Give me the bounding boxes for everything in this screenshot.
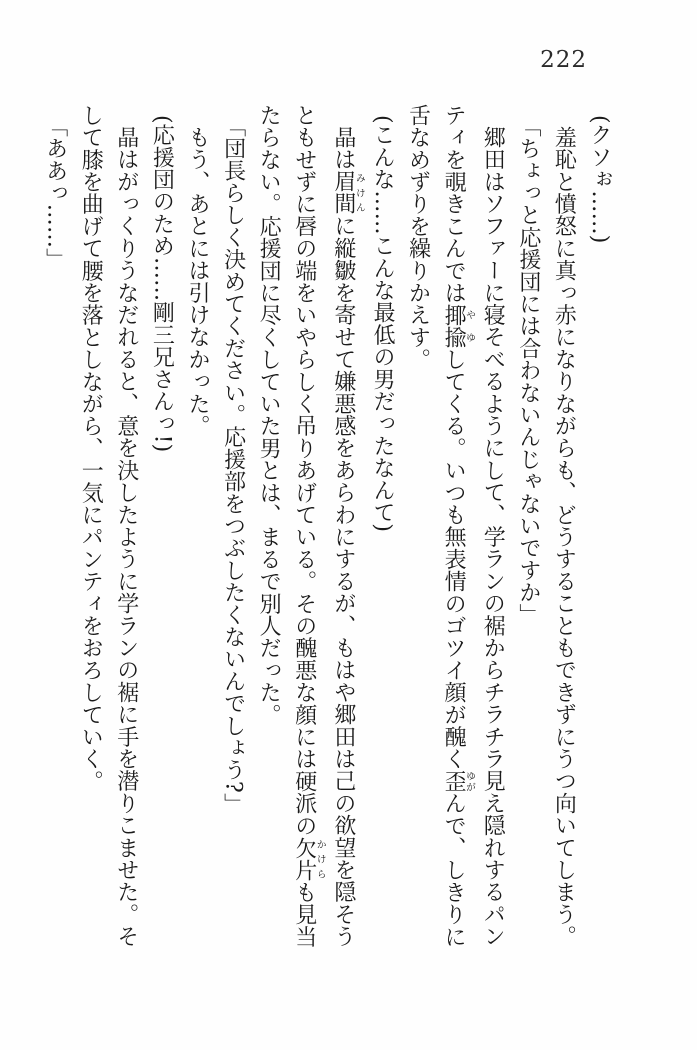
furigana-annotated-word: 歪ゆが: [441, 770, 476, 793]
text-column-1: (クソぉ……): [587, 115, 612, 244]
text-column-7: (こんな……こんな最低の男だったなんて): [369, 115, 395, 533]
text-block: [37, 104, 617, 950]
text-column-12: もう、あとには引けなかった。: [184, 126, 210, 437]
text-column-14: 晶はがっくりうなだれると、意を決したように学ランの裾に手を潜りこませた。そ: [113, 126, 139, 948]
text-column-3: 「ちょっと応援団には合わないんじゃないですか」: [515, 115, 541, 626]
text-column-13: (応援団のため……剛三兄さんっ!): [149, 115, 175, 453]
text-column-8: 晶は眉間みけんに縦皺を寄せて嫌悪感をあらわにするが、もはや郷田は己の欲望を隠そう: [330, 126, 365, 948]
text-column-10: たらない。応援団に尽くしていた男とは、まるで別人だった。: [256, 104, 282, 726]
text-column-4: 郷田はソファーに寝そべるようにして、学ランの裾からチラチラ見え隠れするパン: [480, 126, 506, 948]
text-column-11: 「団長らしく決めてください。応援部をつぶしたくないんでしょう?」: [220, 115, 246, 816]
text-column-2: 羞恥と憤怒に真っ赤になりながらも、どうすることもできずにうつ向いてしまう。: [551, 126, 577, 948]
text-column-15: して膝を曲げて腰を落としながら、一気にパンティをおろしていく。: [78, 104, 104, 793]
text-column-6: 舌なめずりを繰りかえす。: [405, 104, 431, 371]
furigana-annotated-word: 欠片かけら: [291, 836, 326, 882]
furigana-annotated-word: 眉間みけん: [330, 170, 365, 215]
text-column-9: ともせずに唇の端をいやらしく吊りあげている。その醜悪な顔には硬派の欠片かけらも見当: [291, 104, 326, 948]
page-number: 222: [540, 47, 587, 73]
text-column-16: 「ああっ……」: [42, 115, 68, 271]
text-column-5: ティを覗きこんでは揶揄やゆしてくる。いつも無表情のゴツイ顔が醜く歪ゆがんで、しきりに: [441, 104, 476, 948]
furigana-annotated-word: 揶揄やゆ: [441, 303, 476, 349]
